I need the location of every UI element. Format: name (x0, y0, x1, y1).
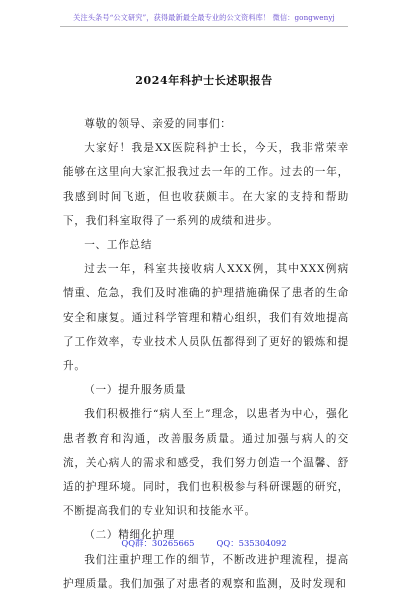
paragraph-intro: 大家好！我是XX医院科护士长，今天，我非常荣幸能够在这里向大家汇报我过去一年的工作。过去的一年，我感到时间飞逝，但也收获颇丰。在大家的支持和帮助下，我们科室取得了一系列的成绩和进步。 (63, 142, 349, 227)
salutation: 尊敬的领导、亲爱的同事们： (84, 118, 232, 130)
section-heading-summary: 一、工作总结 (84, 239, 153, 252)
header-divider (60, 26, 348, 27)
paragraph-service: 我们积极推行“病人至上”理念，以患者为中心，强化患者教育和沟通，改善服务质量。通过加强与病人的交流，关心病人的需求和感受，我们努力创造一个温馨、舒适的护理环境。同时，我们也积极参与科研课题的研究，不断提高我们的专业知识和技能水平。 (63, 408, 349, 518)
subsection-heading-care: （二）精细化护理 (84, 529, 175, 542)
document-title: 2024年科护士长述职报告 (135, 74, 273, 87)
footer-qq-group: QQ群：30265665 (121, 538, 195, 548)
document-body (63, 112, 349, 596)
footer-qq-number: QQ：535304092 (216, 538, 287, 548)
footer-contact (0, 537, 408, 549)
header-note: 关注头条号“公文研究”，获得最新最全最专业的公文资料库！ 微信：gongwenyj (73, 13, 335, 22)
subsection-heading-service: （一）提升服务质量 (84, 384, 187, 397)
paragraph-summary: 过去一年，科室共接收病人XXX例，其中XXX例病情重、危急，我们及时准确的护理措施确保了患者的生命安全和康复。通过科学管理和精心组织，我们有效地提高了工作效率，专业技术人员队伍都得到了更好的锻炼和提升。 (63, 263, 349, 373)
paragraph-care: 我们注重护理工作的细节，不断改进护理流程，提高护理质量。我们加强了对患者的观察和监测，及时发现和 (63, 553, 349, 590)
